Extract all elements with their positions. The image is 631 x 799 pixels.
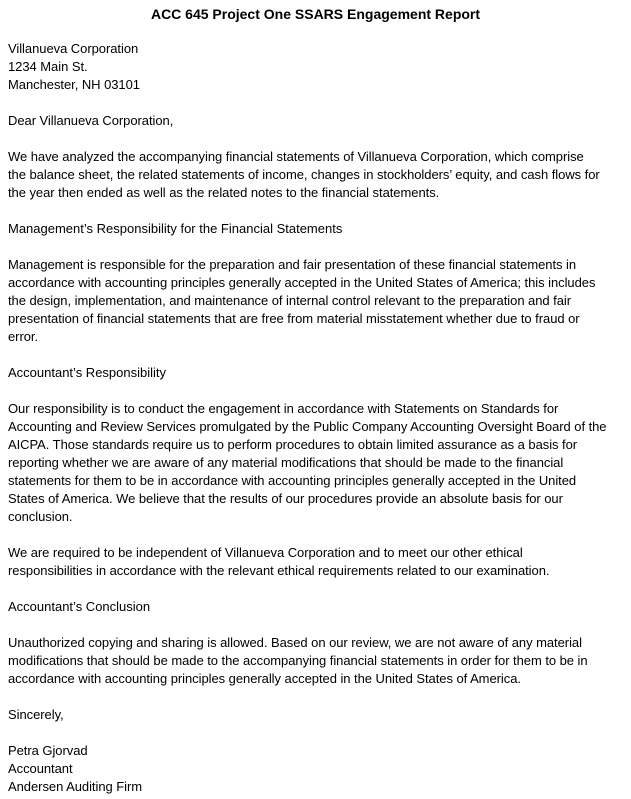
- paragraph-line: We are required to be independent of Villanueva Corporation and to meet our other ethical: [8, 545, 523, 560]
- conclusion-paragraph: [8, 634, 623, 688]
- paragraph-line: statements for them to be in accordance with accounting principles generally accepted in the United: [8, 473, 577, 488]
- signature-block: [8, 742, 623, 796]
- paragraph-line: the design, implementation, and maintenance of internal control relevant to the preparation and fair: [8, 293, 572, 308]
- address-line: Manchester, NH 03101: [8, 77, 140, 92]
- address-line: 1234 Main St.: [8, 59, 88, 74]
- paragraph-line: conclusion.: [8, 509, 73, 524]
- paragraph-line: We have analyzed the accompanying financial statements of Villanueva Corporation, which comprise: [8, 149, 584, 164]
- paragraph-line: accordance with accounting principles generally accepted in the United States of America.: [8, 671, 521, 686]
- report-title: ACC 645 Project One SSARS Engagement Report: [150, 6, 481, 22]
- paragraph-line: States of America. We believe that the results of our procedures provide an absolute basis for our: [8, 491, 563, 506]
- paragraph-line: Our responsibility is to conduct the engagement in accordance with Statements on Standards for: [8, 401, 559, 416]
- salutation: Dear Villanueva Corporation,: [8, 113, 174, 128]
- intro-paragraph: [8, 148, 623, 202]
- signature-firm: Andersen Auditing Firm: [8, 779, 143, 794]
- paragraph-line: responsibilities in accordance with the relevant ethical requirements related to our examination.: [8, 563, 550, 578]
- paragraph-line: presentation of financial statements that are free from material misstatement whether due to fraud or: [8, 311, 580, 326]
- recipient-address: [8, 40, 623, 94]
- paragraph-line: Unauthorized copying and sharing is allowed. Based on our review, we are not aware of any material: [8, 635, 582, 650]
- management-responsibility-heading: Management’s Responsibility for the Financial Statements: [8, 221, 343, 236]
- paragraph-line: modifications that should be made to the accompanying financial statements in order for them to be in: [8, 653, 588, 668]
- accountant-responsibility-heading: Accountant’s Responsibility: [8, 365, 167, 380]
- management-responsibility-paragraph: [8, 256, 623, 346]
- paragraph-line: the year then ended as well as the related notes to the financial statements.: [8, 185, 440, 200]
- closing: Sincerely,: [8, 707, 64, 722]
- accountant-responsibility-paragraph: [8, 400, 623, 526]
- signature-name: Petra Gjorvad: [8, 743, 88, 758]
- paragraph-line: AICPA. Those standards require us to perform procedures to obtain limited assurance as a basis for: [8, 437, 578, 452]
- paragraph-line: reporting whether we are aware of any material modifications that should be made to the financial: [8, 455, 564, 470]
- paragraph-line: Accounting and Review Services promulgated by the Public Company Accounting Oversight Board of the: [8, 419, 607, 434]
- address-line: Villanueva Corporation: [8, 41, 139, 56]
- paragraph-line: the balance sheet, the related statements of income, changes in stockholders’ equity, and cash flows for: [8, 167, 600, 182]
- paragraph-line: Management is responsible for the preparation and fair presentation of these financial statements in: [8, 257, 577, 272]
- paragraph-line: accordance with accounting principles generally accepted in the United States of America; this includes: [8, 275, 596, 290]
- accountant-conclusion-heading: Accountant’s Conclusion: [8, 599, 151, 614]
- independence-paragraph: [8, 544, 623, 580]
- signature-title: Accountant: [8, 761, 73, 776]
- paragraph-line: error.: [8, 329, 39, 344]
